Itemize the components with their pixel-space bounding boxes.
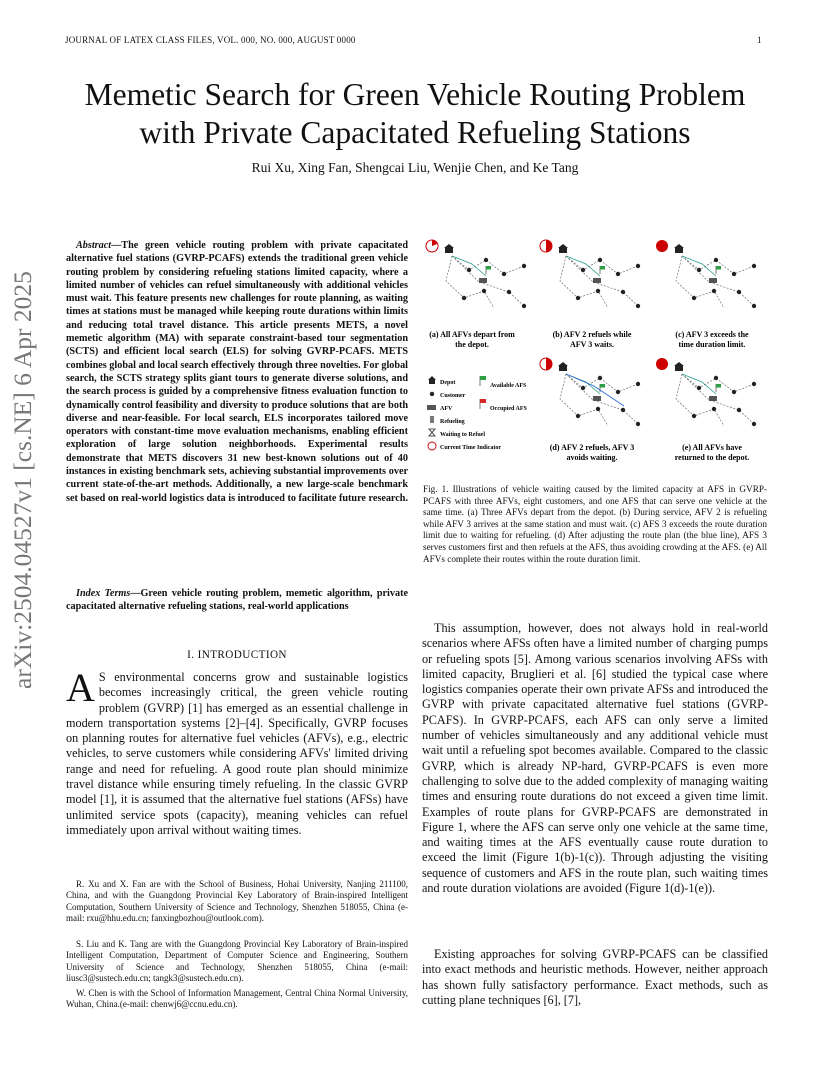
subcaption-e bbox=[675, 443, 750, 462]
right-paragraph-2: Existing approaches for solving GVRP-PCAFS can be classified into exact methods and heuristic methods. However, neither approach has shown fully satisfactory performance. Exact methods, such as cutting plane techniques [6], [7], bbox=[422, 947, 768, 1007]
subcaption-b-line-2: AFV 3 waits. bbox=[569, 340, 615, 349]
legend-customer: Customer bbox=[440, 393, 466, 399]
customer-icon bbox=[430, 392, 434, 396]
subcaption-b bbox=[553, 330, 632, 349]
vehicle-icon bbox=[427, 405, 436, 410]
subcaption-c-line-1: (c) AFV 3 exceeds the bbox=[675, 330, 749, 339]
subcaption-a-line-1: (a) All AFVs depart from bbox=[429, 330, 515, 339]
legend-timer: Current Time Indicator bbox=[440, 445, 501, 451]
figure-1 bbox=[424, 236, 767, 476]
subcaption-d bbox=[550, 443, 634, 462]
red-flag-icon bbox=[480, 399, 486, 403]
intro-text: S environmental concerns grow and sustainable logistics becomes increasingly critical, the green vehicle routing problem (GVRP) [1] has emerged as an essential challenge in modern transportation systems [2]–[4]. Specifically, GVRP focuses on planning routes for alternative fuel vehicles (AFVs), e.g., electric vehicles, to serve customers while considering AFVs' limited driving range and need for refueling. A good route plan should minimize travel distance while ensuring timely refueling. In the classic GVRP model [1], it is assumed that the alternative fuel stations (AFSs) have unlimited service spots (capacity), meaning vehicles can refuel immediately upon arrival without waiting times. bbox=[66, 670, 408, 837]
legend-occupied: Occupied AFS bbox=[490, 406, 527, 412]
panel-e bbox=[656, 358, 756, 426]
arxiv-id: arXiv:2504.04527v1 [cs.NE] 6 Apr 2025 bbox=[8, 271, 37, 689]
refuel-pump-icon bbox=[430, 416, 434, 423]
right-paragraph-1: This assumption, however, does not always hold in real-world scenarios where AFSs often have a limited number of charging pumps or refueling spots [5]. Among various scenarios involving AFSs with limited capacity, Bruglieri et al. [6] studied the typical case where logistics companies operate their own private AFSs and introduced the GVRP with private capacitated alternative fuel stations (GVRP-PCAFS). In GVRP-PCAFS, each AFS can only serve a limited number of vehicles simultaneously and any additional vehicle must wait until a refueling spot becomes available. Compared to the classic GVRP, which is already NP-hard, GVRP-PCAFS is even more challenging to solve due to the added complexity of managing waiting times and ensuring route durations do not exceed a given time limit. Examples of route plans for GVRP-PCAFS are demonstrated in Figure 1, where the AFS can serve only one vehicle at the same time, and waiting times at the AFS eventually cause route duration to exceed the limit (Figure 1(b)-1(c)). Through adjusting the visiting sequence of customers and AFS in the route plan, such waiting times and route duration violations are avoided (Figure 1(d)-1(e)). bbox=[422, 621, 768, 896]
subcaption-b-line-1: (b) AFV 2 refuels while bbox=[552, 330, 632, 339]
subcaption-c-line-2: time duration limit. bbox=[678, 340, 746, 349]
legend-depot: Depot bbox=[440, 380, 456, 386]
hourglass-icon bbox=[429, 429, 435, 436]
panel-c bbox=[656, 240, 756, 308]
subcaption-e-line-2: returned to the depot. bbox=[674, 453, 750, 462]
section-heading: I. INTRODUCTION bbox=[187, 649, 287, 661]
abstract-label: Abstract bbox=[76, 240, 112, 251]
legend-waiting: Waiting to Refuel bbox=[440, 432, 485, 438]
abstract-text: —The green vehicle routing problem with private capacitated alternative fuel stations (GVRP-PCAFS) extends the traditional green vehicle routing problem by considering refueling stations limited capacity, where a limited number of vehicles can refuel simultaneously with additional vehicles must wait. This feature presents new challenges for route planning, as waiting times at stations must be managed while keeping route durations within limits and reducing total travel distance. This article presents METS, a novel memetic algorithm (MA) with separate constraint-based tour segmentation (SCTS) and efficient local search (ELS) for solving GVRP-PCAFS. METS combines global and local search effectively through three novelties. For global search, the SCTS strategy splits giant tours to generate diverse solutions, and the search process is guided by a comprehensive fitness evaluation function to dynamically control feasibility and diversity to produce solutions that are both diverse and near-feasible. For local search, ELS incorporates tailored move operators with constant-time move evaluation mechanisms, enabling efficient exploration of large solution neighborhoods. Experimental results demonstrate that METS discovers 31 new best-known solutions out of 40 instances in existing benchmark sets, achieving substantial improvements over current state-of-the-art methods. Additionally, a new large-scale benchmark set based on real-world logistics data is introduced to facilitate future research. bbox=[66, 240, 409, 504]
subcaption-c bbox=[675, 330, 749, 349]
footnote-affiliation-2: S. Liu and K. Tang are with the Guangdong Provincial Key Laboratory of Brain-inspired Intelligent Computation, Department of Computer Science and Engineering, Southern University of Science and Technology, Shenzhen 518055, China (e-mail: liusc3@sustech.edu.cn; tangk3@sustech.edu.cn). bbox=[66, 939, 408, 983]
panel-a bbox=[426, 240, 526, 308]
page-number: 1 bbox=[757, 35, 762, 45]
footnote-affiliation-1: R. Xu and X. Fan are with the School of Business, Hohai University, Nanjing 211100, China, and with the Guangdong Provincial Key Laboratory of Brain-inspired Intelligent Computation, Southern University of Science and Technology, Shenzhen 518055, China (e-mail: rxu@hhu.edu.cn; fanxingbozhou@outlook.com). bbox=[66, 879, 408, 923]
title-line-2: with Private Capacitated Refueling Stations bbox=[139, 115, 691, 150]
intro-paragraph bbox=[66, 665, 408, 838]
timer-icon bbox=[428, 442, 436, 450]
running-head: JOURNAL OF LATEX CLASS FILES, VOL. 000, NO. 000, AUGUST 0000 bbox=[65, 35, 356, 45]
subcaption-a-line-2: the depot. bbox=[455, 340, 489, 349]
drop-cap: A bbox=[66, 665, 95, 710]
paper-title bbox=[40, 76, 790, 152]
author-list: Rui Xu, Xing Fan, Shengcai Liu, Wenjie Chen, and Ke Tang bbox=[251, 160, 579, 175]
title-line-1: Memetic Search for Green Vehicle Routing Problem bbox=[84, 77, 746, 112]
depot-icon bbox=[428, 376, 436, 384]
subcaption-e-line-1: (e) All AFVs have bbox=[682, 443, 742, 452]
subcaption-d-line-2: avoids waiting. bbox=[566, 453, 618, 462]
panel-d bbox=[540, 358, 640, 426]
index-terms-text: —Green vehicle routing problem, memetic algorithm, private capacitated alternative refueling stations, real-world applications bbox=[66, 588, 408, 613]
figure-legend bbox=[427, 376, 528, 451]
legend-available: Available AFS bbox=[490, 383, 527, 389]
index-terms bbox=[66, 587, 408, 614]
footnote-affiliation-3: W. Chen is with the School of Information Management, Central China Normal University, Wuhan, China.(e-mail: chenwj6@ccnu.edu.cn). bbox=[66, 988, 408, 1010]
arxiv-watermark bbox=[2, 271, 44, 689]
legend-afv: AFV bbox=[440, 406, 453, 412]
subcaption-d-line-1: (d) AFV 2 refuels, AFV 3 bbox=[549, 443, 635, 452]
figure-caption: Fig. 1. Illustrations of vehicle waiting caused by the limited capacity at AFS in GVRP-PCAFS with three AFVs, eight customers, and one AFS that can serve one vehicle at the same time. (a) Three AFVs depart from the depot. (b) During service, AFV 2 is refueling while AFV 3 arrives at the same station and must wait. (c) AFS 3 exceeds the route duration limit due to waiting for refueling. (d) After adjusting the route plan (the blue line), AFS 3 serves customers first and then refuels at the AFS, thus avoiding crowding at the AFS. (e) All AFVs complete their routes within the route duration limit. bbox=[423, 484, 767, 564]
panel-b bbox=[540, 240, 640, 308]
index-terms-label: Index Terms bbox=[76, 588, 131, 599]
subcaption-a bbox=[429, 330, 515, 349]
legend-refueling: Refueling bbox=[440, 419, 465, 425]
abstract bbox=[66, 239, 408, 505]
green-flag-icon bbox=[480, 376, 486, 380]
